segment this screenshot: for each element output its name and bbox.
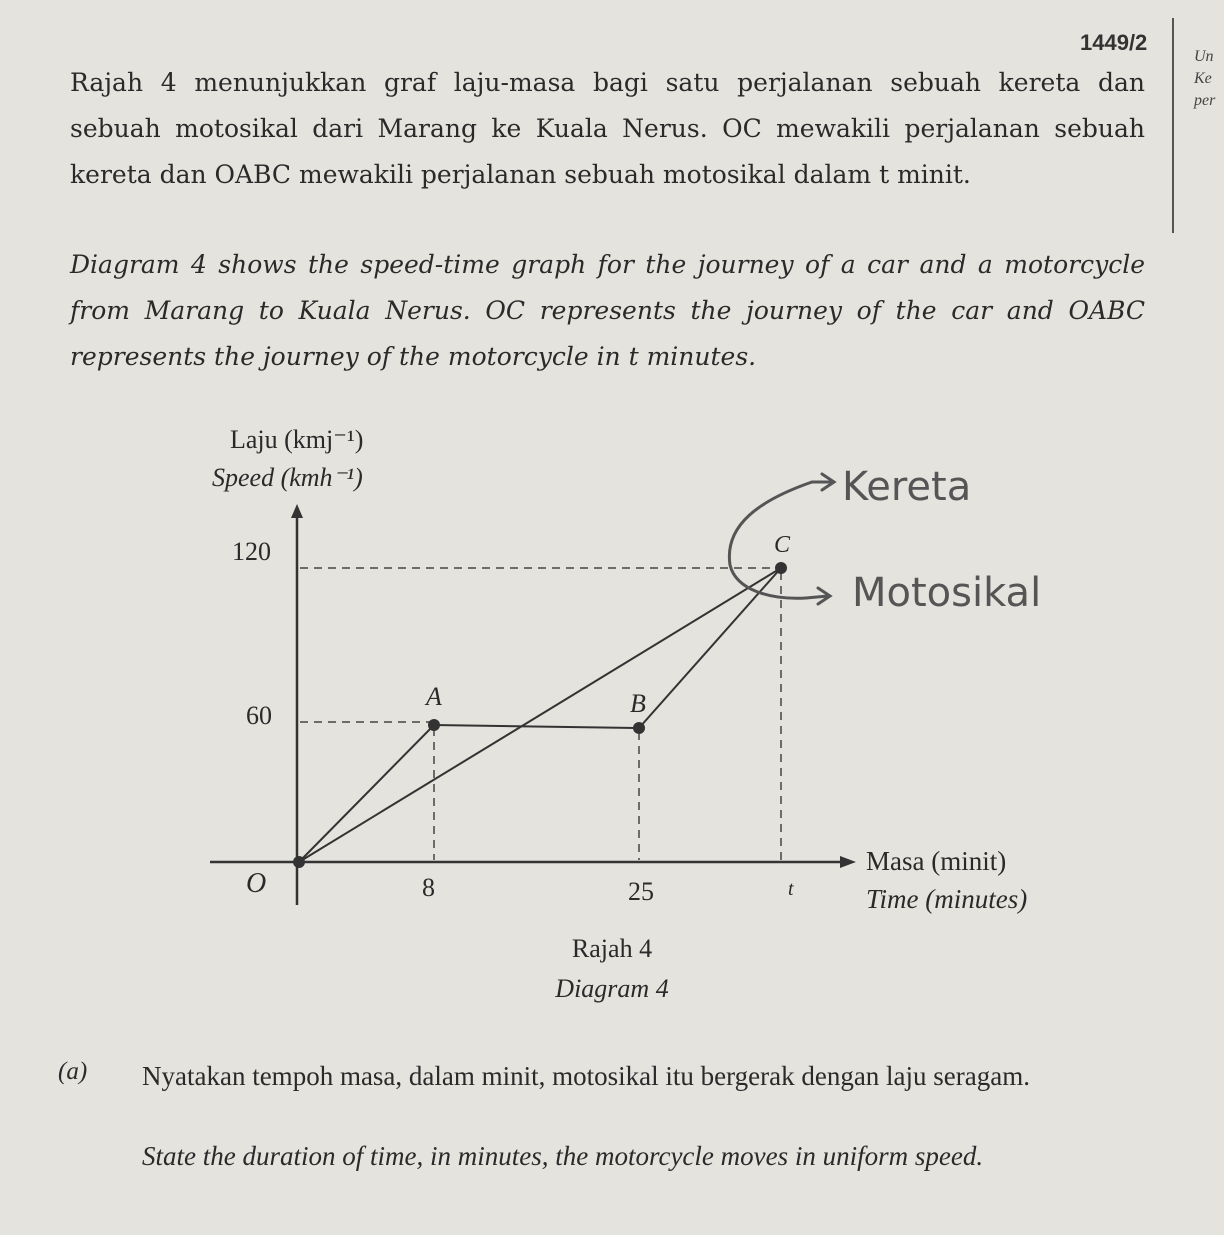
margin-fragment-3: per xyxy=(1194,92,1216,109)
arrow-kereta xyxy=(812,474,834,490)
y-axis-arrow xyxy=(291,504,303,518)
question-english: State the duration of time, in minutes, the motorcycle moves in uniform speed. xyxy=(142,1141,984,1171)
margin-fragment-2: Ke xyxy=(1194,70,1212,87)
x-axis-arrow xyxy=(840,856,856,868)
series-oc xyxy=(299,568,781,862)
question-label: (a) xyxy=(58,1058,88,1085)
point-b-label: B xyxy=(630,689,646,718)
x-tick-25: 25 xyxy=(628,877,654,906)
question-malay: Nyatakan tempoh masa, dalam minit, motosikal itu bergerak dengan laju seragam. xyxy=(142,1061,1030,1091)
margin-fragment-1: Un xyxy=(1194,48,1214,65)
point-a-label: A xyxy=(426,682,442,711)
handwritten-kereta: Kereta xyxy=(842,464,972,510)
xlabel-english: Time (minutes) xyxy=(866,884,1028,914)
paragraph-english: Diagram 4 shows the speed-time graph for the journey of a car and a motorcycle from Marang to Kuala Nerus. OC represents the journey of the car and OABC represents the journey of the motorcycle in t minutes. xyxy=(70,250,1145,371)
xlabel-malay: Masa (minit) xyxy=(866,846,1007,876)
origin-label: O xyxy=(246,868,267,899)
ylabel-english: Speed (kmh⁻¹) xyxy=(212,463,363,492)
x-tick-8: 8 xyxy=(422,873,435,902)
paragraph-malay: Rajah 4 menunjukkan graf laju-masa bagi satu perjalanan sebuah kereta dan sebuah motosikal dari Marang ke Kuala Nerus. OC mewakili perjalanan sebuah kereta dan OABC mewakili perjalanan sebuah motosikal dalam t minit. xyxy=(70,68,1145,189)
y-tick-120: 120 xyxy=(232,537,271,566)
arrow-motosikal xyxy=(806,588,830,604)
handwritten-motosikal: Motosikal xyxy=(852,570,1042,616)
paper-code: 1449/2 xyxy=(1080,30,1148,55)
ylabel-malay: Laju (kmj⁻¹) xyxy=(230,425,364,454)
point-a xyxy=(428,719,440,731)
x-tick-t: t xyxy=(788,878,794,900)
y-tick-60: 60 xyxy=(246,701,272,730)
point-c xyxy=(775,562,787,574)
caption-malay: Rajah 4 xyxy=(571,934,653,963)
point-c-label: C xyxy=(774,532,791,558)
caption-english: Diagram 4 xyxy=(555,974,669,1003)
point-o xyxy=(293,856,305,868)
point-b xyxy=(633,722,645,734)
